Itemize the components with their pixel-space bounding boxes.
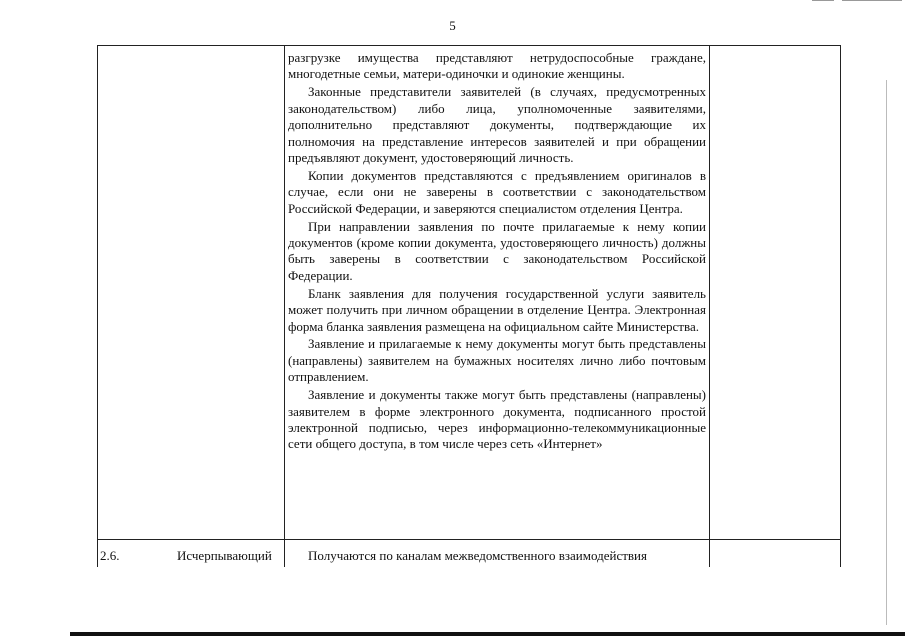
row-text: Получаются по каналам межведомственного взаимодействия: [308, 548, 647, 563]
scan-bottom-edge: [70, 632, 905, 636]
paragraph: Заявление и документы также могут быть представлены (направлены) заявителем в форме электронного документа, подписанного простой электронной подписью, через информационно-телекоммуникационные сети общего доступа, в том числе через сеть «Интернет»: [288, 387, 706, 452]
row-label: Исчерпывающий: [177, 548, 272, 563]
table-right-border: [840, 45, 841, 567]
paragraph: Копии документов представляются с предъявлением оригиналов в случае, если они не заверены в соответствии с законодательством Российской Федерации, и заверяются специалистом отделения Центра.: [288, 167, 706, 216]
paragraph: Бланк заявления для получения государственной услуги заявитель может получить при личном обращении в отделение Центра. Электронная форма бланка заявления размещена на официальном сайте Министерства.: [288, 285, 706, 334]
table-column-divider-2: [709, 45, 710, 567]
page-number: 5: [449, 18, 456, 33]
paragraph: Заявление и прилагаемые к нему документы могут быть представлены (направлены) заявителем на бумажных носителях лично либо почтовым отправлением.: [288, 336, 706, 385]
scan-edge-line: [886, 80, 887, 625]
paragraph: разгрузке имущества представляют нетрудоспособные граждане, многодетные семьи, матери-одиночки и одинокие женщины.: [288, 50, 706, 82]
continued-cell-text: [288, 50, 706, 454]
table-left-border: [97, 45, 98, 567]
table-row-divider: [97, 539, 841, 540]
paragraph: Законные представители заявителей (в случаях, предусмотренных законодательством) либо лица, уполномоченные заявителями, дополнительно представляют документы, подтверждающие их полномочия на представление интересов заявителей и при обращении предъявляют документ, удостоверяющий личность.: [288, 84, 706, 165]
paragraph: При направлении заявления по почте прилагаемые к нему копии документов (кроме копии документа, удостоверяющего личность) должны быть заверены в соответствии с законодательством Российской Федерации.: [288, 218, 706, 283]
table-top-border: [97, 45, 841, 46]
row-number: 2.6.: [100, 548, 120, 563]
scan-mark-top-1: [812, 0, 834, 1]
scan-mark-top-2: [842, 0, 902, 1]
table-column-divider-1: [284, 45, 285, 567]
